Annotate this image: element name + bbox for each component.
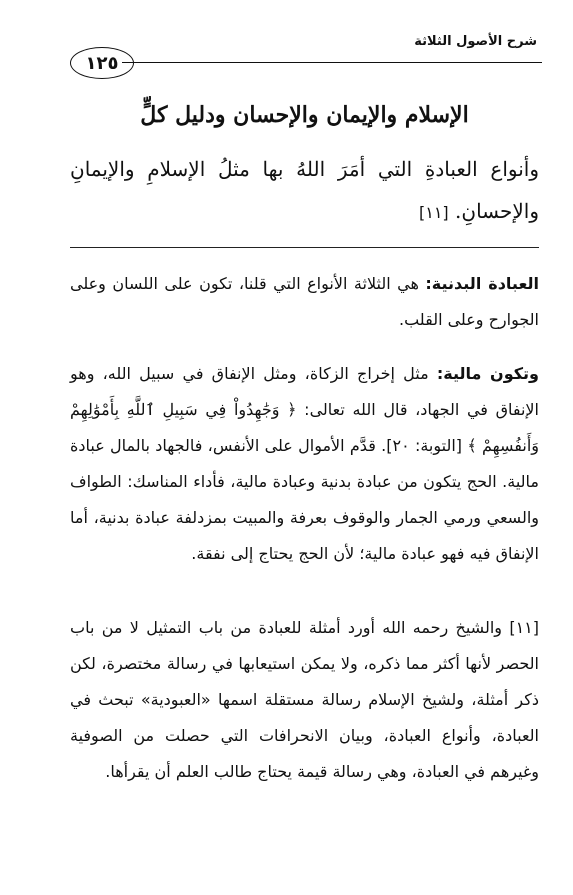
paragraph-financial-worship (70, 356, 539, 572)
paragraph-text: والشيخ رحمه الله أورد أمثلة للعبادة من باب التمثيل لا من باب الحصر لأنها أكثر مما ذكره، ولا يمكن استيعابها في رسالة مختصرة، لكن ذكر أمثلة، ولشيخ الإسلام رسالة مستقلة اسمها «العبودية» تبحث في العبادة، وأنواع العبادة، وبيان الانحرافات التي حصلت من الصوفية وغيرهم في العبادة، وهي رسالة قيمة يحتاج طالب العلم أن يقرأها. (70, 618, 539, 781)
section-divider (70, 247, 539, 248)
page-number-badge (70, 47, 134, 79)
paragraph-commentary (70, 610, 539, 790)
term-bodily-worship: العبادة البدنية: (425, 274, 539, 293)
running-head-book-title: شرح الأصول الثلاثة (414, 34, 537, 49)
term-financial-worship: وتكون مالية: (436, 364, 540, 383)
paragraph-text: [التوبة: ٢٠]. قدَّم الأموال على الأنفس، فالجهاد بالمال عبادة مالية. الحج يتكون من عبادة بدنية وعبادة مالية، فأداء المناسك: الطواف والسعي ورمي الجمار والوقوف بعرفة والمبيت بمزدلفة عبادة بدنية، أما الإنفاق فيه فهو عبادة مالية؛ لأن الحج يحتاج إلى نفقة. (70, 436, 539, 563)
page-number: ١٢٥ (85, 52, 119, 74)
paragraph-text: هي الثلاثة الأنواع التي قلنا، تكون على اللسان وعلى الجوارح وعلى القلب. (70, 274, 539, 329)
commentary-ref: [١١] (509, 618, 539, 637)
matn-footnote-ref: [١١] (418, 203, 449, 222)
paragraph-bodily-worship (70, 266, 539, 338)
section-title: الإسلام والإيمان والإحسان ودليل كلٍّ (140, 102, 469, 128)
quran-quote: ﴿ وَجَٰهِدُواْ فِي سَبِيلِ ٱللَّهِ بِأَمْوَٰلِهِمْ وَأَنفُسِهِمْ ﴾ (70, 400, 540, 455)
matn-body: وأنواع العبادةِ التي أمَرَ اللهُ بها مثلُ الإسلامِ والإيمانِ والإحسانِ. (70, 157, 539, 223)
header-rule (122, 62, 542, 63)
paragraph-text: مثل إخراج الزكاة، ومثل الإنفاق في سبيل الله، وهو الإنفاق في الجهاد، قال الله تعالى: (70, 364, 539, 419)
matn-text (70, 148, 539, 234)
